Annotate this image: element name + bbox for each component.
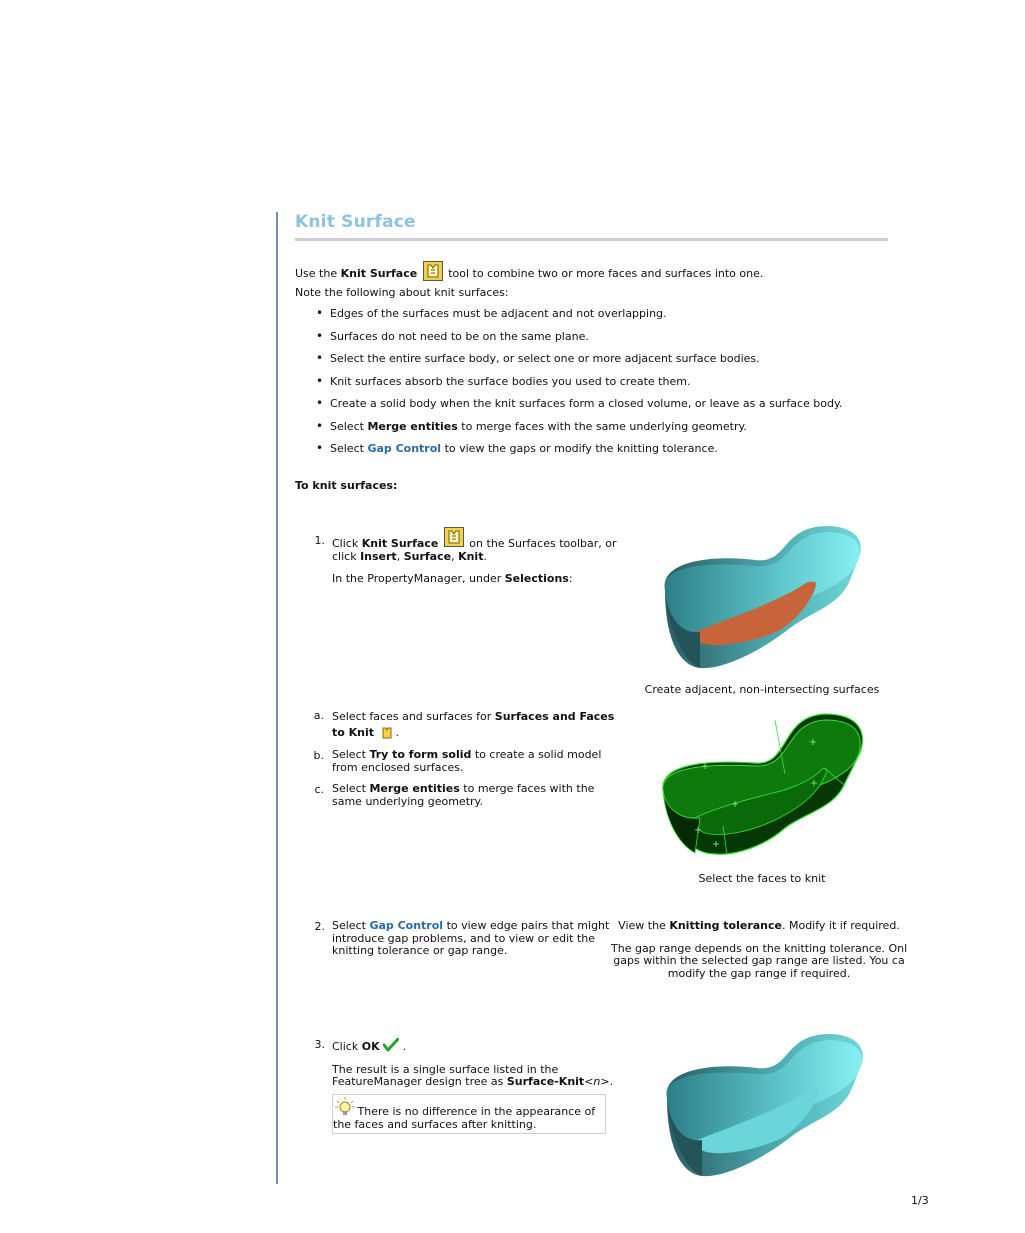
step-3-text: Click OK . The result is a single surface listed in the FeatureManager design tree as Surface-Knit<n>. — [332, 1040, 614, 1088]
page-left-rule — [276, 212, 278, 1184]
figure-caption: Select the faces to knit — [698, 872, 826, 885]
list-item: • Surfaces do not need to be on the same plane. — [316, 330, 842, 353]
figure-knit-result — [657, 1028, 872, 1183]
list-item: • Select Gap Control to view the gaps or modify the knitting tolerance. — [316, 442, 842, 465]
list-item: • Select the entire surface body, or select one or more adjacent surface bodies. — [316, 352, 842, 375]
step-number: 1. — [314, 534, 325, 547]
knit-surface-icon — [423, 261, 443, 281]
notes-list — [316, 307, 842, 465]
page-title: Knit Surface — [295, 212, 416, 232]
tip-text: There is no difference in the appearance of the faces and surfaces after knitting. — [333, 1105, 596, 1131]
knit-surface-icon — [444, 527, 464, 547]
figure-selected-faces — [655, 708, 870, 863]
procedure-heading: To knit surfaces: — [295, 479, 398, 492]
step-2-text: Select Gap Control to view edge pairs that might introduce gap problems, and to view or edit the knitting tolerance or gap range. — [332, 919, 610, 957]
title-underline — [295, 238, 888, 241]
list-item: • Select Merge entities to merge faces with the same underlying geometry. — [316, 420, 842, 443]
knit-surface-icon — [380, 726, 394, 740]
knit-surface-label: Knit Surface — [340, 267, 418, 280]
intro-paragraph: Use the Knit Surface tool to combine two or more faces and surfaces into one. — [295, 261, 763, 281]
list-item: • Knit surfaces absorb the surface bodies you used to create them. — [316, 375, 842, 398]
gap-control-link[interactable]: Gap Control — [369, 919, 444, 932]
list-item: • Create a solid body when the knit surfaces form a closed volume, or leave as a surface body. — [316, 397, 842, 420]
step-1-text: Click Knit Surface on the Surfaces toolbar, or click Insert, Surface, Knit. In the PropertyManager, under Selections: — [332, 527, 617, 585]
step-number: 3. — [314, 1038, 325, 1051]
step-2-description: View the Knitting tolerance. Modify it if required. The gap range depends on the knitting tolerance. Onl gaps within the selected gap range are listed. You ca modify the gap range if required. — [611, 920, 907, 980]
figure-adjacent-surfaces — [655, 520, 870, 675]
gap-control-link[interactable]: Gap Control — [367, 442, 442, 455]
figure-caption: Create adjacent, non-intersecting surfaces — [644, 683, 880, 696]
page-number: 1/3 — [911, 1194, 929, 1207]
checkmark-icon — [383, 1038, 399, 1052]
list-item: • Edges of the surfaces must be adjacent and not overlapping. — [316, 307, 842, 330]
note-heading: Note the following about knit surfaces: — [295, 286, 509, 299]
step-number: 2. — [314, 920, 325, 933]
tip-box — [332, 1094, 606, 1134]
